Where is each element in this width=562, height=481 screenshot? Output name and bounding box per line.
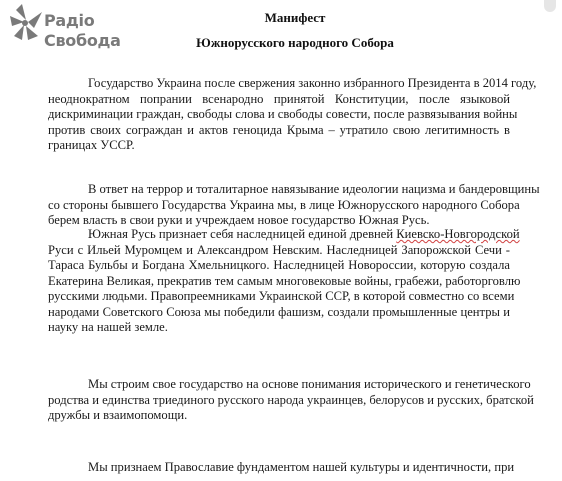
paragraph-line: берем власть в свои руки и учреждаем новое государство Южная Русь. <box>48 213 430 227</box>
paragraph-line: Мы строим свое государство на основе понимания исторического и генетического <box>88 377 531 391</box>
document-title: Манифест <box>264 10 326 25</box>
paragraph-line: В ответ на террор и тоталитарное навязывание идеологии нацизма и бандеровщины <box>88 182 540 196</box>
paragraph-line: Екатерина Великая, прекратив тем самым многовековые войны, грабежи, работорговлю <box>48 273 521 288</box>
paragraph-line: Тараса Бульбы и Богдана Хмельницкого. Наследницей Новороссии, которую создала <box>48 258 510 272</box>
paragraph-line: науку на нашей земле. <box>48 320 168 334</box>
paragraph-line: русскими людьми. Правопреемниками Украинской ССР, в которой совместно со всеми <box>48 289 515 303</box>
logo-text-line1: Радіо <box>44 11 95 30</box>
paragraph-line: со стороны бывшего Государства Украина мы, в лице Южнорусского народного Собора <box>48 197 520 212</box>
paragraph-line: против своих сограждан и актов геноцида Крыма – утратило свою легитимность в <box>48 122 510 137</box>
paragraph-line: Мы признаем Православие фундаментом нашей культуры и идентичности, при <box>88 460 515 474</box>
paragraph-3 <box>48 227 521 336</box>
paragraph-line: Южная Русь признает себя наследницей единой древней Киевско-Новгородской <box>88 227 520 241</box>
paragraph-line: Государство Украина после свержения законно избранного Президента в 2014 году, <box>88 76 537 90</box>
paragraph-line: дискриминации граждан, свободы слова и свободы совести, после развязывания войны <box>48 107 518 121</box>
paragraph-line: народами Советского Союза мы победили фашизм, создали промышленные центры и <box>48 304 510 319</box>
paragraph-line: неоднократном попрании всенародно принятой Конституции, после языковой <box>48 91 510 106</box>
paragraph-line: дружбы и взаимопомощи. <box>48 408 188 422</box>
paragraph-5 <box>48 460 515 476</box>
paragraph-line: границах УССР. <box>48 138 135 152</box>
paragraph-line: Руси с Ильей Муромцем и Александром Невским. Наследницей Запорожской Сечи - <box>48 242 510 257</box>
paragraph-4 <box>48 377 534 424</box>
logo-text-line2: Свобода <box>44 31 121 50</box>
paragraph-line: родства и единства триединого русского народа украинцев, белорусов и русских, братской <box>48 392 534 407</box>
paragraph-2 <box>48 182 540 229</box>
spellcheck-word: Киевско-Новгородской <box>396 227 520 241</box>
paragraph-1 <box>48 76 537 154</box>
document-subtitle: Южнорусского народного Собора <box>196 35 394 50</box>
